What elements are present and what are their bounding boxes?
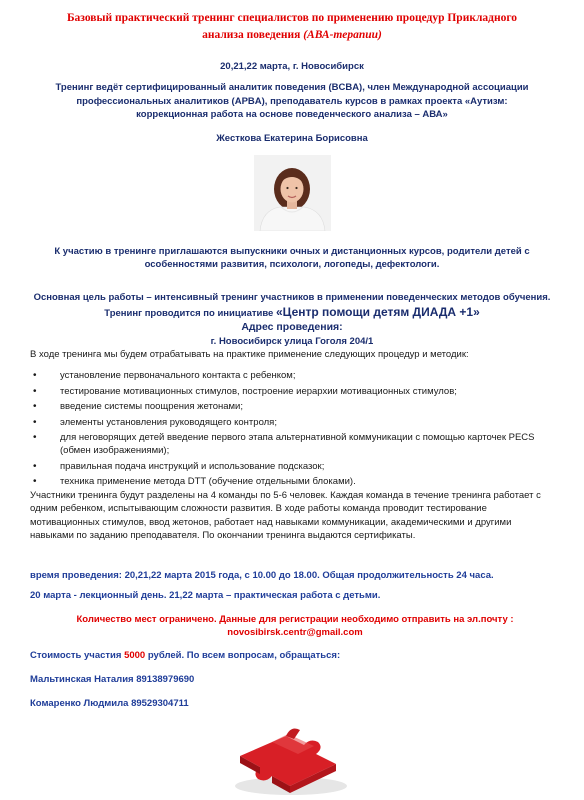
list-item-text: техника применение метода DTT (обучение отдельными блоками).: [60, 476, 356, 487]
contact-1: Мальтинская Наталия 89138979690: [30, 674, 195, 685]
trainer-name: Жесткова Екатерина Борисовна: [216, 133, 368, 144]
bullet-icon: •: [33, 370, 37, 381]
list-item-text: введение системы поощрения жетонами;: [60, 401, 243, 412]
list-item-text: установление первоначального контакта с ребенком;: [60, 370, 296, 381]
time-info: время проведения: 20,21,22 марта 2015 года, с 10.00 до 18.00. Общая продолжительность 24 часа.: [30, 570, 494, 581]
bullet-icon: •: [33, 401, 37, 412]
list-item: [30, 369, 550, 382]
participants-paragraph: Участники тренинга будут разделены на 4 команды по 5-6 человек. Каждая команда в течение тренинга работает с одним ребенком, испытывающим сложности развития. В ходе работы команда проводит тестирование мотивационных стимулов, ввод жетонов, работает над навыками коммуникации, академическими и другими навыками по заданию преподавателя. По окончании тренинга выдаются сертификаты.: [30, 490, 541, 541]
invitation-text: К участию в тренинге приглашаются выпускники очных и дистанционных курсов, родители детей с особенностями развития, психологи, логопеды, дефектологи.: [54, 246, 530, 270]
date-place: 20,21,22 марта, г. Новосибирск: [220, 61, 364, 72]
list-item-text: для неговорящих детей введение первого этапа альтернативной коммуникации с помощью карточек PECS (обмен изображениями);: [60, 432, 535, 456]
center-name: «Центр помощи детям ДИАДА +1»: [275, 305, 480, 319]
list-item-text: элементы установления руководящего контроля;: [60, 416, 277, 428]
puzzle-icon: [228, 712, 354, 798]
procedures-list: [30, 369, 550, 491]
intro-text: В ходе тренинга мы будем отрабатывать на практике применение следующих процедур и методик:: [30, 349, 469, 360]
cost-prefix: Стоимость участия: [30, 650, 125, 661]
bullet-icon: •: [33, 460, 37, 472]
registration-text: Количество мест ограничено. Данные для регистрации необходимо отправить на эл.почту :: [76, 614, 514, 625]
title-line-1: Базовый практический тренинг специалистов по применению процедур Прикладного: [66, 12, 518, 24]
bullet-icon: •: [33, 416, 37, 428]
trainer-description: Тренинг ведёт сертифицированный аналитик поведения (BCBA), член Международной ассоциации профессиональных аналитиков (APBA), преподаватель курсов в рамках проекта «Аутизм: коррекционная работа на основе поведенческого анализа – АВА»: [55, 82, 529, 120]
cost-line: [30, 650, 560, 661]
list-item: [30, 385, 550, 398]
bullet-icon: •: [33, 385, 37, 397]
title-line-2-prefix: анализа поведения: [202, 29, 304, 41]
list-item: [30, 431, 550, 457]
bullet-icon: •: [33, 476, 37, 487]
initiative-prefix: Тренинг проводится по инициативе: [104, 308, 276, 319]
cost-suffix: рублей. По всем вопросам, обращаться:: [145, 650, 341, 661]
list-item: [30, 460, 550, 473]
list-item-text: правильная подача инструкций и использование подсказок;: [60, 460, 325, 472]
trainer-photo: [254, 155, 331, 231]
address-value: г. Новосибирск улица Гоголя 204/1: [210, 336, 374, 347]
registration-info: [30, 614, 560, 639]
contact-2: Комаренко Людмила 89529304711: [30, 698, 189, 709]
schedule-info: 20 марта - лекционный день. 21,22 марта – практическая работа с детьми.: [30, 590, 381, 601]
bullet-icon: •: [33, 432, 37, 443]
list-item: [30, 475, 550, 488]
list-item-text: тестирование мотивационных стимулов, построение иерархии мотивационных стимулов;: [60, 385, 457, 397]
page-title: [40, 10, 544, 44]
list-item: [30, 400, 550, 413]
initiative-line: [0, 305, 584, 319]
title-line-2-italic: (АВА-терапии): [303, 29, 382, 41]
cost-amount: 5000: [124, 650, 146, 661]
list-item: [30, 416, 550, 429]
registration-email: novosibirsk.centr@gmail.com: [227, 626, 363, 638]
address-title: Адрес проведения:: [241, 321, 343, 333]
goal-text: Основная цель работы – интенсивный тренинг участников в применении поведенческих методов обучения.: [33, 292, 551, 303]
title-line-2: [40, 27, 544, 44]
